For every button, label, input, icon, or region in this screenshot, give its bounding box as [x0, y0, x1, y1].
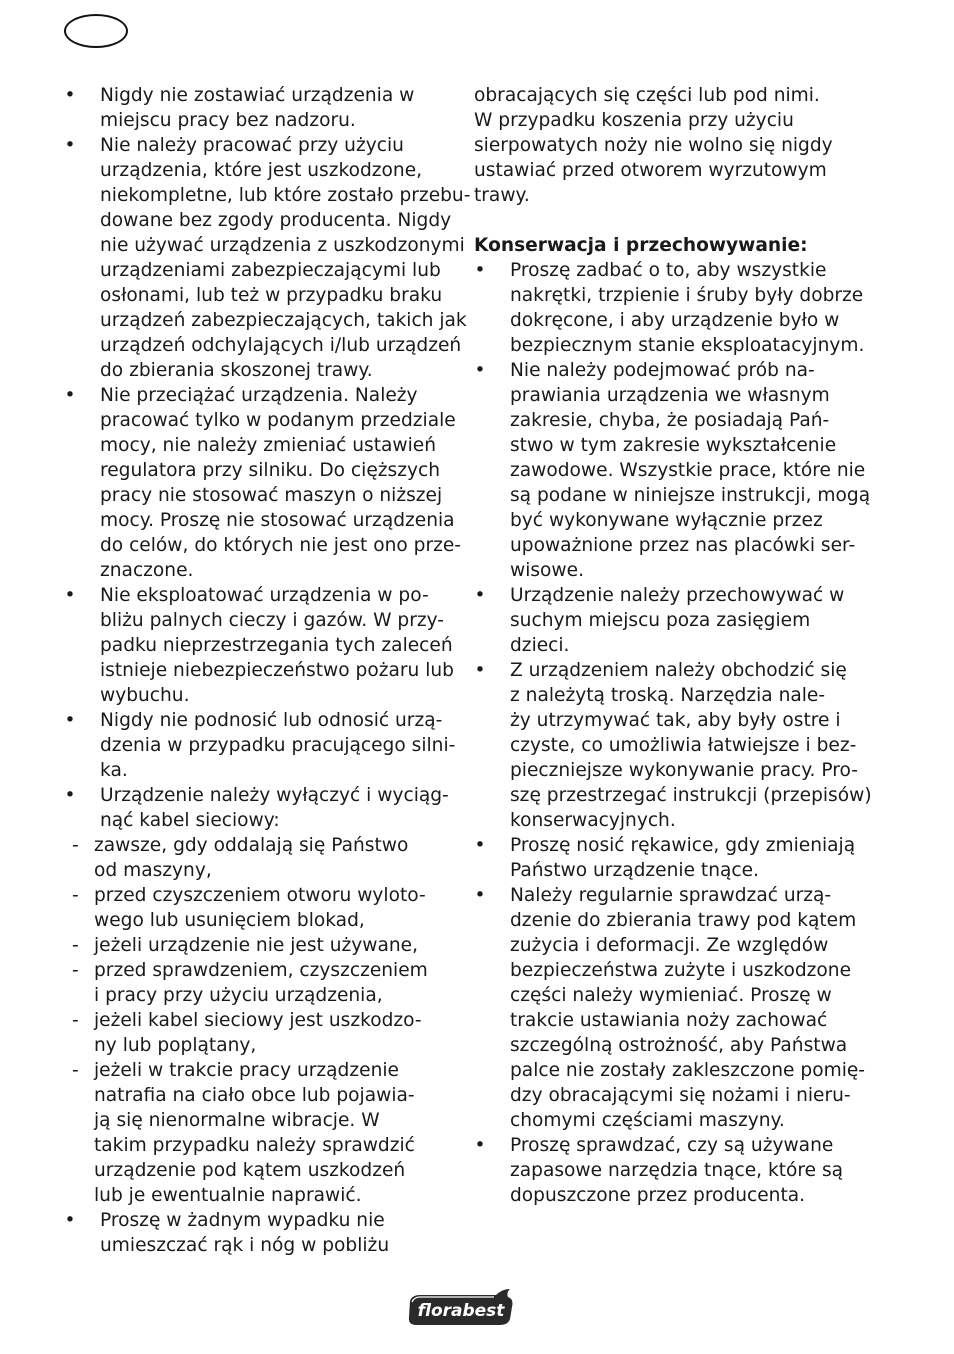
text-line: zawodowe. Wszystkie prace, które nie: [510, 460, 866, 481]
text-line: mocy, nie należy zmieniać ustawień: [100, 435, 437, 456]
bullet-item: [64, 783, 454, 833]
text-line: prawiania urządzenia we własnym: [510, 385, 830, 406]
text-line: trawy.: [474, 185, 530, 206]
bullet-icon: •: [64, 85, 76, 106]
text-line: dokręcone, i aby urządzenie było w: [510, 310, 840, 331]
text-line: Proszę nosić rękawice, gdy zmieniają: [510, 835, 856, 856]
text-line: do zbierania skoszonej trawy.: [100, 360, 373, 381]
text-line: urządzenie pod kątem uszkodzeń: [94, 1160, 406, 1181]
text-line: przed czyszczeniem otworu wyloto-: [94, 885, 426, 906]
text-line: od maszyny,: [94, 860, 212, 881]
text-line: z należytą troską. Narzędzia nale-: [510, 685, 826, 706]
text-line: zawsze, gdy oddalają się Państwo: [94, 835, 409, 856]
text-line: pracować tylko w podanym przedziale: [100, 410, 456, 431]
text-line: takim przypadku należy sprawdzić: [94, 1135, 415, 1156]
bullet-icon: •: [64, 135, 76, 156]
text-line: części należy wymieniać. Proszę w: [510, 985, 832, 1006]
text-line: nąć kabel sieciowy:: [100, 810, 280, 831]
text-line: bezpiecznym stanie eksploatacyjnym.: [510, 335, 865, 356]
text-line: upoważnione przez nas placówki ser-: [510, 535, 856, 556]
text-line: i pracy przy użyciu urządzenia,: [94, 985, 383, 1006]
right-column: [474, 83, 872, 1208]
logo-graphic: [406, 1287, 516, 1327]
bullet-item: [474, 258, 869, 358]
text-line: pieczniejsze wykonywanie pracy. Pro-: [510, 760, 858, 781]
text-line: mocy. Proszę nie stosować urządzenia: [100, 510, 455, 531]
text-line: osłonami, lub też w przypadku braku: [100, 285, 443, 306]
bullet-icon: •: [64, 385, 76, 406]
bullet-icon: •: [474, 660, 486, 681]
bullet-item: [64, 133, 471, 383]
bullet-item: [474, 883, 869, 1133]
text-line: zapasowe narzędzia tnące, które są: [510, 1160, 844, 1181]
text-line: Z urządzeniem należy obchodzić się: [510, 660, 847, 681]
text-line: W przypadku koszenia przy użyciu: [474, 110, 794, 131]
bullet-item: [64, 83, 454, 133]
text-line: ny lub poplątany,: [94, 1035, 257, 1056]
bullet-icon: •: [474, 585, 486, 606]
language-badge: [64, 14, 128, 48]
text-line: czyste, co umożliwia łatwiejsze i bez-: [510, 735, 857, 756]
dash-icon: -: [72, 1010, 79, 1031]
florabest-logo: [406, 1287, 516, 1327]
text-line: pracy nie stosować maszyn o niższej: [100, 485, 443, 506]
text-line: Proszę zadbać o to, aby wszystkie: [510, 260, 827, 281]
bullet-item: [64, 383, 462, 583]
text-line: stwo w tym zakresie wykształcenie: [510, 435, 837, 456]
bullet-item: [474, 658, 872, 833]
text-line: Urządzenie należy przechowywać w: [510, 585, 845, 606]
dash-icon: -: [72, 960, 79, 981]
text-line: znaczone.: [100, 560, 194, 581]
text-line: zużycia i deformacji. Ze względów: [510, 935, 829, 956]
text-line: istnieje niebezpieczeństwo pożaru lub: [100, 660, 454, 681]
text-line: dzenia w przypadku pracującego silni-: [100, 735, 456, 756]
text-line: padku nieprzestrzegania tych zaleceń: [100, 635, 453, 656]
sub-item: [72, 1058, 454, 1208]
bullet-icon: •: [474, 1135, 486, 1156]
logo-wordmark: florabest: [417, 1301, 505, 1321]
text-line: jeżeli kabel sieciowy jest uszkodzo-: [94, 1010, 422, 1031]
text-line: chomymi częściami maszyny.: [510, 1110, 785, 1131]
text-line: Urządzenie należy wyłączyć i wyciąg-: [100, 785, 449, 806]
text-line: ją się nienormalne wibracje. W: [94, 1110, 380, 1131]
bullet-item: [64, 708, 454, 783]
sub-item: [72, 833, 454, 883]
bullet-item: [474, 833, 869, 883]
text-line: Konserwacja i przechowywanie:: [474, 235, 808, 256]
text-line: szę przestrzegać instrukcji (przepisów): [510, 785, 872, 806]
section-heading: [474, 233, 869, 258]
text-line: dzy obracającymi się nożami i nieru-: [510, 1085, 851, 1106]
dash-icon: -: [72, 835, 79, 856]
dash-icon: -: [72, 1060, 79, 1081]
text-line: konserwacyjnych.: [510, 810, 676, 831]
text-line: bezpieczeństwa zużyte i uszkodzone: [510, 960, 852, 981]
text-line: zakresie, chyba, że posiadają Pań-: [510, 410, 830, 431]
sub-item: [72, 1008, 454, 1058]
bullet-item: [474, 583, 869, 658]
dash-icon: -: [72, 885, 79, 906]
text-line: umieszczać rąk i nóg w pobliżu: [100, 1235, 390, 1256]
text-line: dopuszczone przez producenta.: [510, 1185, 806, 1206]
text-line: natrafia na ciało obce lub pojawia-: [94, 1085, 415, 1106]
paragraph: [474, 83, 869, 208]
bullet-icon: •: [64, 585, 76, 606]
text-line: bliżu palnych cieczy i gazów. W przy-: [100, 610, 445, 631]
text-line: Proszę w żadnym wypadku nie: [100, 1210, 385, 1231]
bullet-item: [474, 358, 869, 583]
text-line: są podane w niniejsze instrukcji, mogą: [510, 485, 871, 506]
text-line: Nie eksploatować urządzenia w po-: [100, 585, 429, 606]
text-line: ży utrzymywać tak, aby były ostre i: [510, 710, 841, 731]
text-line: miejscu pracy bez nadzoru.: [100, 110, 356, 131]
text-line: dowane bez zgody producenta. Nigdy: [100, 210, 452, 231]
text-line: być wykonywane wyłącznie przez: [510, 510, 823, 531]
text-line: niekompletne, lub które zostało przebu-: [100, 185, 471, 206]
text-line: Nigdy nie zostawiać urządzenia w: [100, 85, 415, 106]
dash-icon: -: [72, 935, 79, 956]
bullet-icon: •: [474, 360, 486, 381]
bullet-icon: •: [474, 260, 486, 281]
bullet-item: [474, 1133, 869, 1208]
text-line: jeżeli urządzenie nie jest używane,: [94, 935, 419, 956]
text-line: Nie przeciążać urządzenia. Należy: [100, 385, 418, 406]
sub-item: [72, 958, 454, 1008]
text-line: urządzenia, które jest uszkodzone,: [100, 160, 423, 181]
bullet-item: [64, 583, 454, 708]
bullet-icon: •: [64, 785, 76, 806]
text-line: dzieci.: [510, 635, 570, 656]
bullet-icon: •: [474, 885, 486, 906]
text-line: do celów, do których nie jest ono prze-: [100, 535, 462, 556]
text-line: Należy regularnie sprawdzać urzą-: [510, 885, 832, 906]
bullet-icon: •: [64, 1210, 76, 1231]
sub-item: [72, 883, 454, 933]
text-line: Nie należy pracować przy użyciu: [100, 135, 404, 156]
text-line: sierpowatych noży nie wolno się nigdy: [474, 135, 833, 156]
text-line: trakcie ustawiania noży zachować: [510, 1010, 828, 1031]
text-line: wego lub usunięciem blokad,: [94, 910, 365, 931]
text-line: urządzeń odchylających i/lub urządzeń: [100, 335, 462, 356]
text-line: urządzeniami zabezpieczającymi lub: [100, 260, 441, 281]
text-line: ka.: [100, 760, 128, 781]
bullet-icon: •: [64, 710, 76, 731]
text-line: jeżeli w trakcie pracy urządzenie: [94, 1060, 399, 1081]
text-line: palce nie zostały zakleszczone pomię-: [510, 1060, 866, 1081]
text-line: nie używać urządzenia z uszkodzonymi: [100, 235, 465, 256]
text-line: urządzeń zabezpieczających, takich jak: [100, 310, 467, 331]
text-line: dzenie do zbierania trawy pod kątem: [510, 910, 857, 931]
bullet-icon: •: [474, 835, 486, 856]
text-line: suchym miejscu poza zasięgiem: [510, 610, 811, 631]
text-line: Proszę sprawdzać, czy są używane: [510, 1135, 834, 1156]
text-line: szczególną ostrożność, aby Państwa: [510, 1035, 848, 1056]
bullet-item: [64, 1208, 454, 1258]
text-line: obracających się części lub pod nimi.: [474, 85, 820, 106]
sub-item: [72, 933, 454, 958]
text-line: Państwo urządzenie tnące.: [510, 860, 759, 881]
text-line: ustawiać przed otworem wyrzutowym: [474, 160, 827, 181]
text-line: wybuchu.: [100, 685, 190, 706]
text-line: regulatora przy silniku. Do cięższych: [100, 460, 440, 481]
text-line: Nie należy podejmować prób na-: [510, 360, 815, 381]
text-line: Nigdy nie podnosić lub odnosić urzą-: [100, 710, 443, 731]
left-column: [64, 83, 471, 1258]
text-line: przed sprawdzeniem, czyszczeniem: [94, 960, 428, 981]
text-line: nakrętki, trzpienie i śruby były dobrze: [510, 285, 864, 306]
text-line: lub je ewentualnie naprawić.: [94, 1185, 362, 1206]
text-line: wisowe.: [510, 560, 584, 581]
